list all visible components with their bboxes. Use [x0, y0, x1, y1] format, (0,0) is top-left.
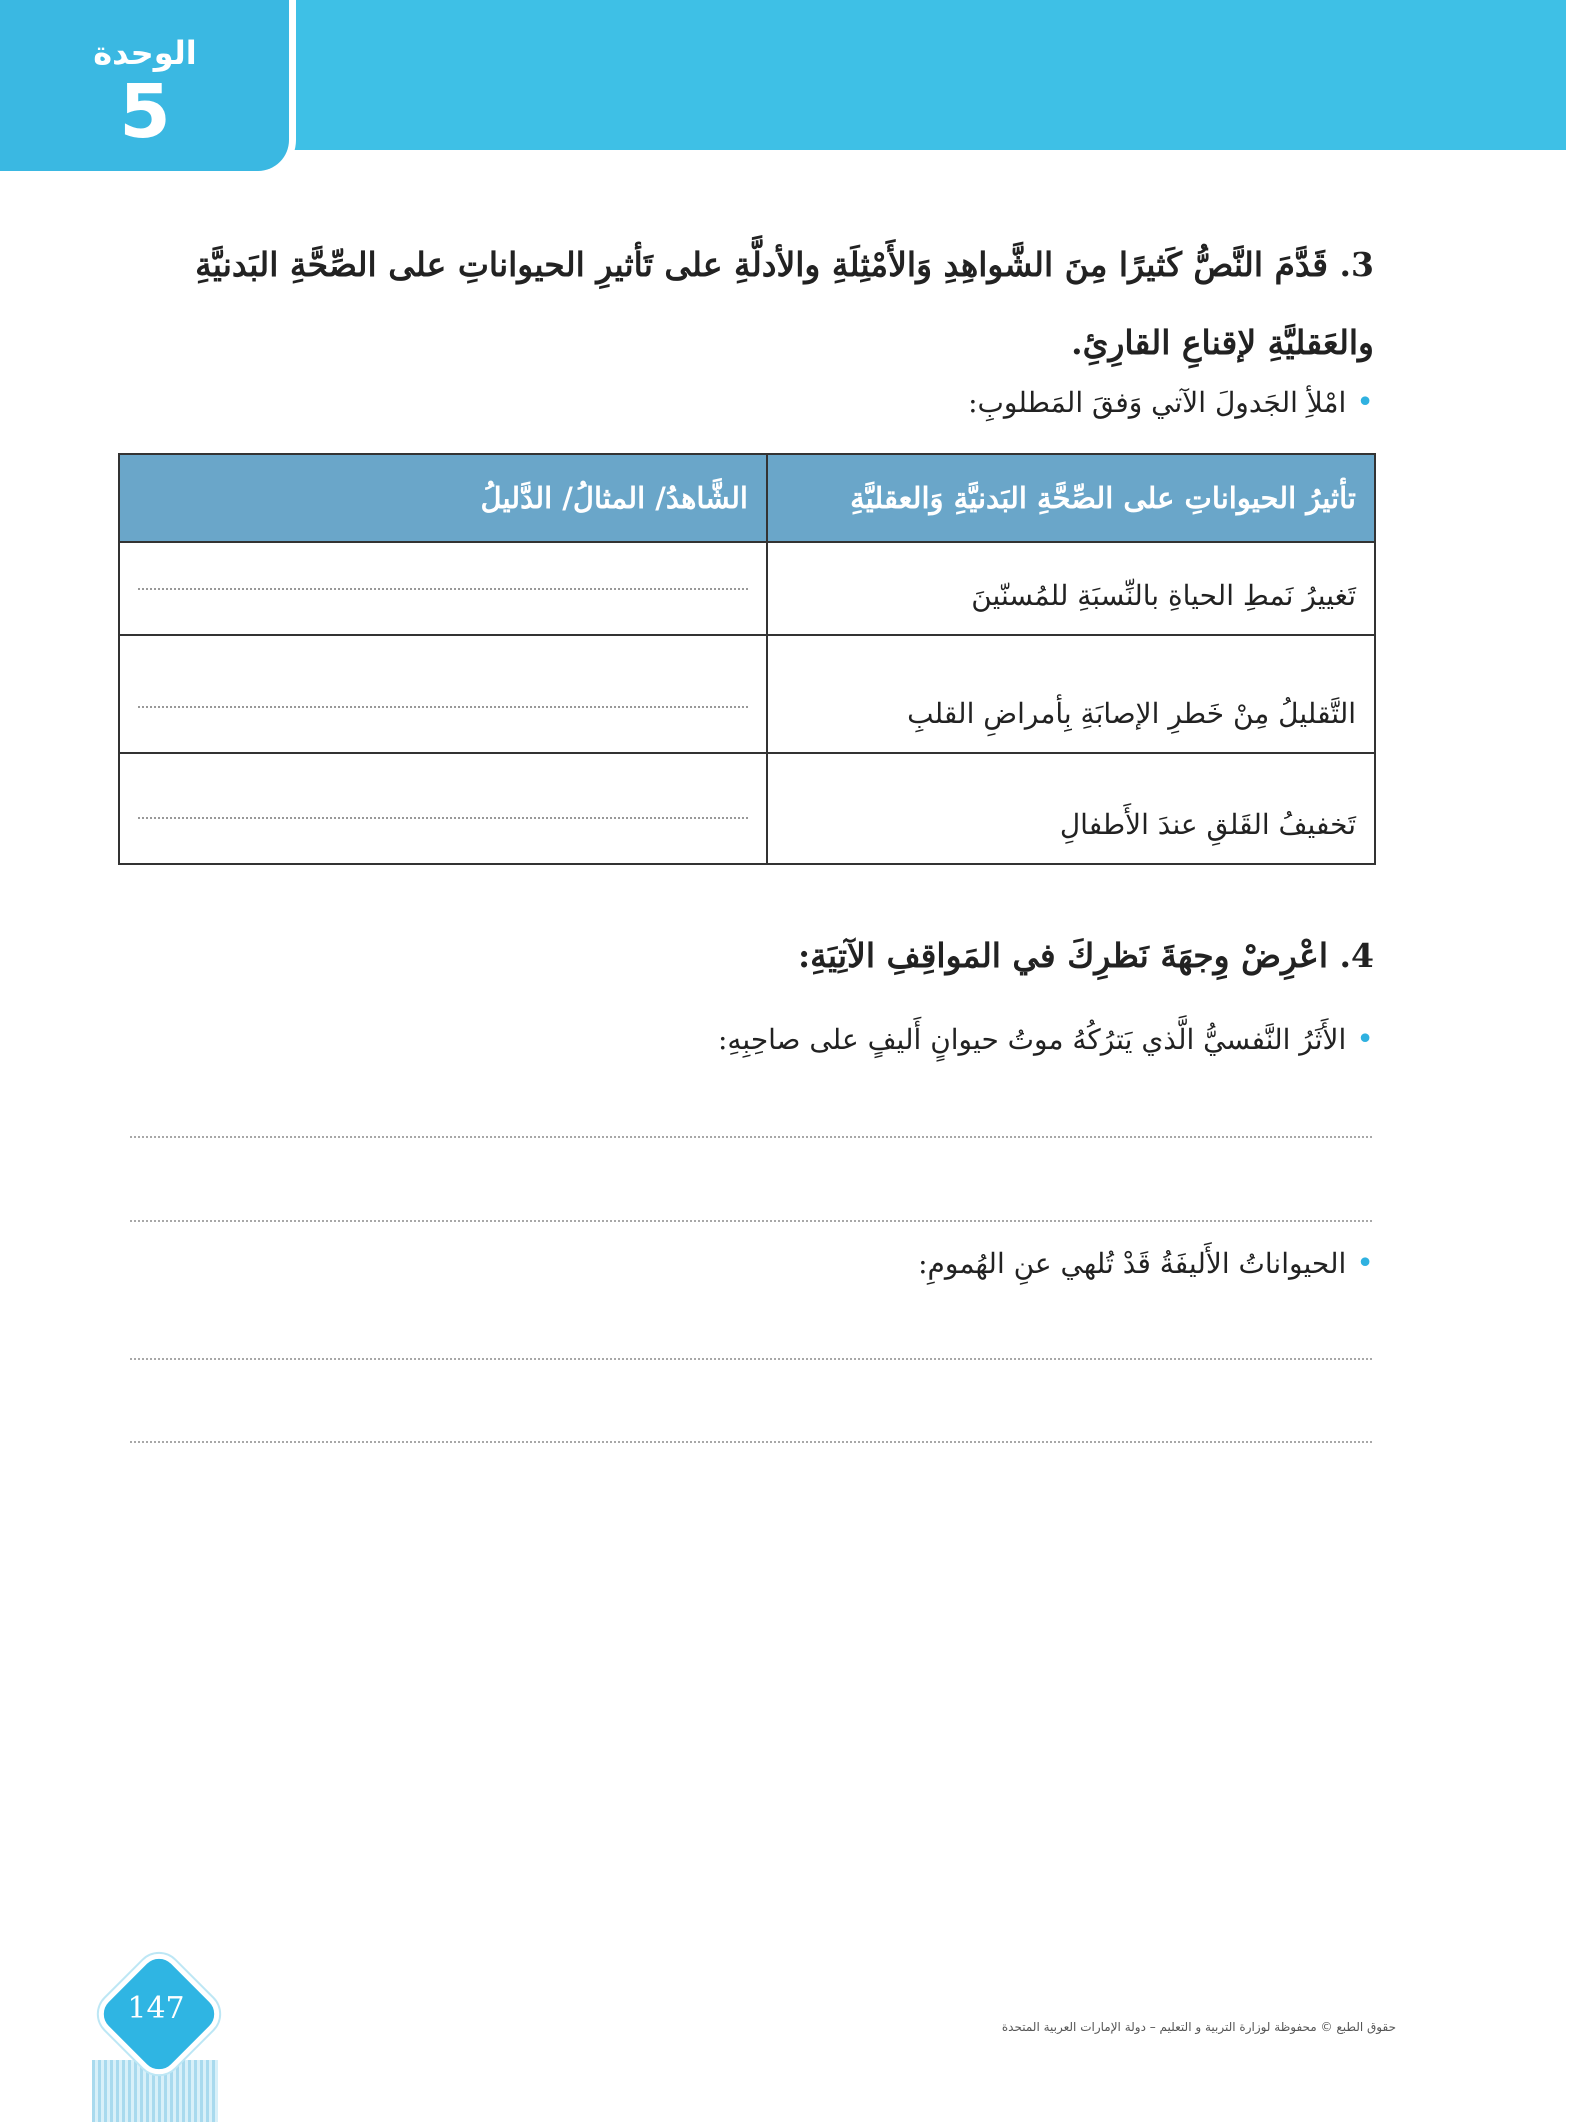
- answer-dotted-line: [138, 816, 748, 819]
- table-cell-effect: تَخفيفُ القَلقِ عندَ الأَطفالِ: [767, 753, 1375, 864]
- unit-label: الوحدة: [93, 34, 197, 72]
- unit-tab: [0, 0, 296, 178]
- table-cell-effect: التَّقليلُ مِنْ خَطرِ الإصابَةِ بِأمراضِ القلبِ: [767, 635, 1375, 753]
- table-header-evidence: الشَّاهدُ/ المثالُ/ الدَّليلُ: [119, 454, 767, 542]
- page-number: 147: [127, 1991, 185, 2026]
- answer-line[interactable]: [130, 1358, 1372, 1360]
- answer-dotted-line: [138, 705, 748, 708]
- bullet-icon: •: [1356, 385, 1374, 420]
- table-header-row: [119, 454, 1375, 542]
- question-4: [798, 936, 1374, 975]
- table-cell-effect: تَغييرُ نَمطِ الحياةِ بالنِّسبَةِ للمُسنّينَ: [767, 542, 1375, 635]
- table-row: [119, 753, 1375, 864]
- question-3-number: 3.: [1339, 245, 1374, 284]
- table-cell-answer[interactable]: [119, 635, 767, 753]
- page-number-badge: [88, 1955, 218, 2085]
- copyright-notice: حقوق الطبع © محفوظة لوزارة التربية و التعليم – دولة الإمارات العربية المتحدة: [1001, 2020, 1396, 2034]
- answer-dotted-line: [138, 587, 748, 590]
- bullet-icon: •: [1356, 1022, 1374, 1057]
- table-row: [119, 635, 1375, 753]
- question-4-item-1: [718, 1022, 1374, 1057]
- table-header-effect: تأثيرُ الحيواناتِ على الصِّحَّةِ البَدنيَّةِ وَالعقليَّةِ: [767, 454, 1375, 542]
- answer-line[interactable]: [130, 1136, 1372, 1138]
- question-4-text: اعْرِضْ وِجهَةَ نَظرِكَ في المَواقِفِ الآتِيَةِ:: [797, 936, 1329, 975]
- question-3: [114, 226, 1374, 382]
- question-3-instruction: [968, 385, 1374, 420]
- table-cell-answer[interactable]: [119, 753, 767, 864]
- item-text: الحيواناتُ الأَليفَةُ قَدْ تُلهي عنِ الهُمومِ:: [918, 1247, 1347, 1280]
- table-cell-answer[interactable]: [119, 542, 767, 635]
- answer-line[interactable]: [130, 1441, 1372, 1443]
- evidence-table: [118, 453, 1376, 865]
- question-3-text: قَدَّمَ النَّصُّ كَثيرًا مِنَ الشَّواهِدِ وَالأَمْثِلَةِ والأدلَّةِ على تَأثيرِ الحيواناتِ على الصِّحَّةِ البَدنيَّةِ والعَقليَّةِ لإقناعِ القارِئِ.: [195, 245, 1374, 362]
- question-4-item-2: [918, 1246, 1374, 1281]
- instruction-text: امْلأِ الجَدولَ الآتي وَفقَ المَطلوبِ:: [968, 386, 1347, 419]
- item-text: الأَثَرُ النَّفسيُّ الَّذي يَترُكُهُ موتُ حيوانٍ أَليفٍ على صاحِبِهِ:: [717, 1023, 1347, 1056]
- bullet-icon: •: [1356, 1246, 1374, 1281]
- table-row: [119, 542, 1375, 635]
- question-4-number: 4.: [1339, 936, 1374, 975]
- answer-line[interactable]: [130, 1220, 1372, 1222]
- unit-number: 5: [119, 69, 171, 155]
